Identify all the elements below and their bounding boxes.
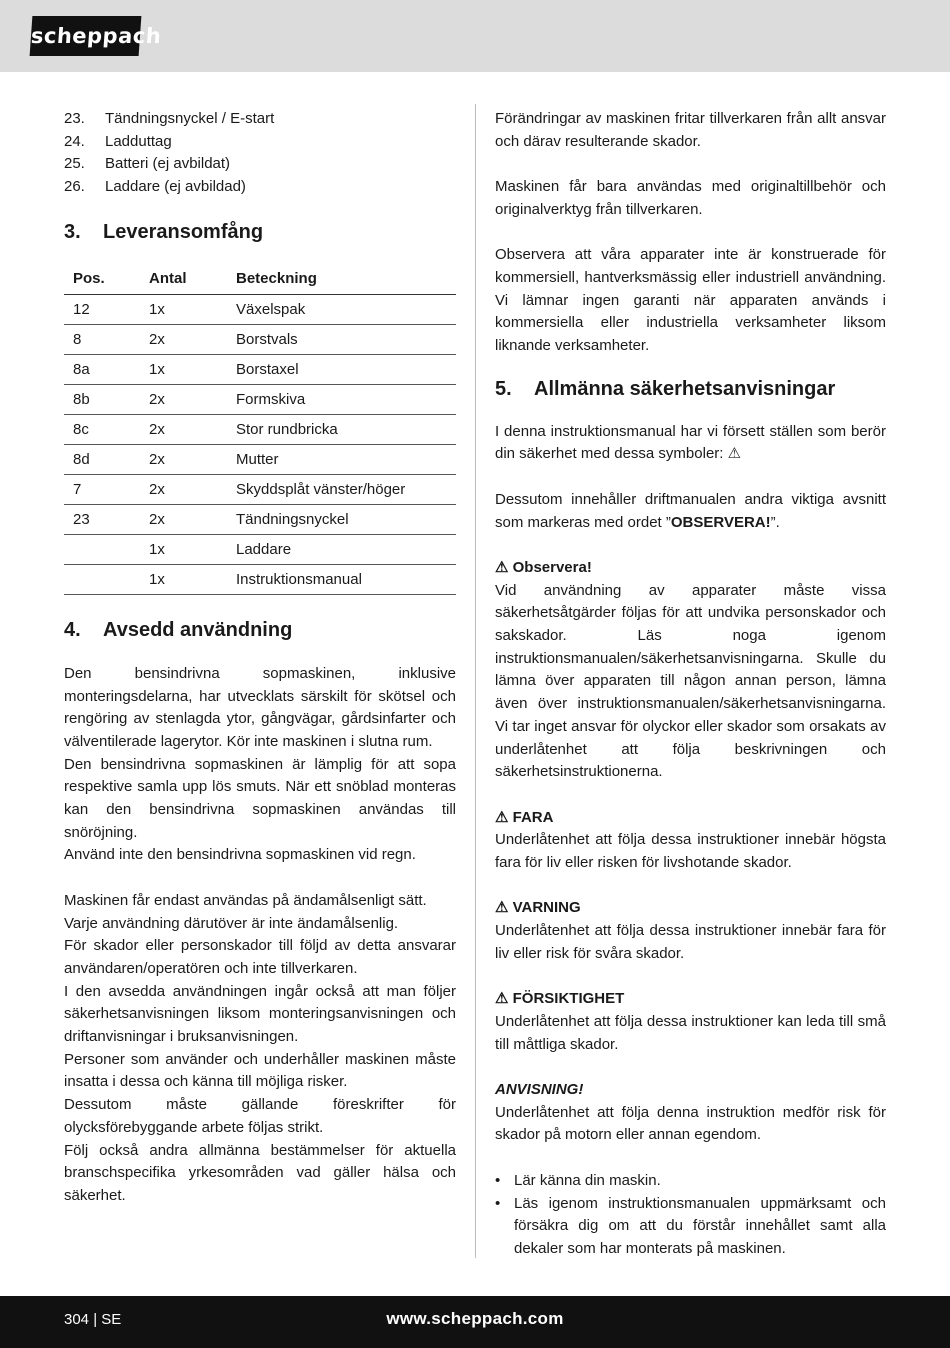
bullet-item: • Lär känna din maskin. (495, 1171, 661, 1189)
table-row: 7 2x Skyddsplåt vänster/höger (64, 474, 456, 504)
page-header (0, 0, 950, 72)
left-column (64, 108, 456, 1208)
table-row: 12 1x Växelspak (64, 294, 456, 324)
paragraph: I denna instruktionsmanual har vi försett ställen som berör din säkerhet med dessa symboler: ⚠ (495, 422, 886, 463)
paragraph: Personer som använder och underhåller maskinen måste insatta i dessa och känna till möjliga risker. (64, 1050, 456, 1091)
table-row: 1x Instruktionsmanual (64, 564, 456, 594)
table-row: 1x Laddare (64, 534, 456, 564)
table-row: 23 2x Tändningsnyckel (64, 504, 456, 534)
paragraph: Underlåtenhet att följa dessa instruktioner innebär fara för liv eller risk för svåra skador. (495, 922, 886, 962)
delivery-scope-table (64, 264, 456, 595)
varning-heading: ⚠ VARNING (495, 899, 581, 917)
section-heading-5: 5. Allmänna säkerhetsanvisningar (495, 377, 836, 400)
table-row: 8c 2x Stor rundbricka (64, 414, 456, 444)
component-list (64, 108, 456, 199)
scheppach-logo: scheppach (30, 16, 142, 56)
column-divider (475, 104, 476, 1258)
list-item: 25. Batteri (ej avbildat) (64, 155, 231, 173)
observera-heading: ⚠ Observera! (495, 558, 592, 576)
list-item: 23. Tändningsnyckel / E-start (64, 110, 275, 127)
section-heading-3: 3. Leveransomfång (64, 220, 264, 243)
table-row: 8 2x Borstvals (64, 324, 456, 354)
paragraph: Underlåtenhet att följa dessa instruktioner kan leda till små till måttliga skador. (495, 1012, 886, 1053)
table-header-row: Pos. Antal Beteckning (64, 264, 456, 295)
table-row: 8a 1x Borstaxel (64, 354, 456, 384)
table-row: 8d 2x Mutter (64, 444, 456, 474)
fara-heading: ⚠ FARA (495, 808, 554, 826)
paragraph: Observera att våra apparater inte är konstruerade för kommersiell, hantverksmässig eller industriell användning. Vi lämnar ingen garanti när apparaten används i kommersiella eller industriella verksamheter liksom liknande verksamheter. (495, 246, 886, 354)
paragraph: För skador eller personskador till följd av detta ansvarar användaren/operatören och inte tillverkaren. (64, 937, 456, 977)
paragraph: Använd inte den bensindrivna sopmaskinen vid regn. (64, 846, 416, 864)
forsiktighet-heading: ⚠ FÖRSIKTIGHET (495, 990, 625, 1008)
section-heading-4: 4. Avsedd användning (64, 618, 293, 641)
right-column (495, 108, 886, 1261)
website-url: www.scheppach.com (386, 1309, 564, 1328)
paragraph: Vid användning av apparater måste vissa säkerhetsåtgärder följas för att undvika personskador och sakskador. Läs noga igenom instruktionsmanualen/säkerhetsanvisningarna. Skulle du lämna över apparaten till någon annan person, lämna även över instruktionsmanualen/säkerhetsanvisningarna. Vi tar inget ansvar för olyckor eller skador som orsakats av underlåtenhet att följa beskrivningen och säkerhetsinstruktionerna. (495, 581, 886, 781)
anvisning-heading: ANVISNING! (495, 1081, 584, 1098)
paragraph: Maskinen får endast användas på ändamålsenligt sätt. (64, 891, 427, 909)
paragraph: Följ också andra allmänna bestämmelser för aktuella branschspecifika yrkesområden vad gäller hälsa och säkerhet. (64, 1141, 456, 1204)
paragraph: Förändringar av maskinen fritar tillverkaren från allt ansvar och därav resulterande skador. (495, 110, 886, 150)
list-item: 24. Ladduttag (64, 132, 172, 150)
paragraph: Dessutom innehåller driftmanualen andra viktiga avsnitt som markeras med ordet ”OBSERVERA!”. (495, 490, 886, 531)
paragraph: Den bensindrivna sopmaskinen är lämplig för att sopa respektive samla upp lös smuts. När ett snöblad monteras kan den bensindrivna sopmaskinen användas till snöröjning. (64, 755, 456, 841)
page-footer (0, 1296, 950, 1348)
list-item: 26. Laddare (ej avbildad) (64, 178, 246, 196)
paragraph: Dessutom måste gällande föreskrifter för olycksförebyggande arbete följas strikt. (64, 1096, 456, 1136)
page-number: 304 | SE (64, 1311, 122, 1328)
paragraph: Den bensindrivna sopmaskinen, inklusive monteringsdelarna, har utvecklats särskilt för skötsel och rengöring av stenlagda ytor, gångvägar, gårdsinfarter och välventilerade lagerytor. Kör inte maskinen i slutna rum. (64, 664, 456, 750)
bullet-item: • Läs igenom instruktionsmanualen uppmärksamt och försäkra dig om att du förstår innehållet samt alla dekaler som har monterats på maskinen. (495, 1194, 886, 1257)
paragraph: Underlåtenhet att följa dessa instruktioner innebär högsta fara för liv eller risken för livshotande skador. (495, 831, 886, 872)
paragraph: Varje användning därutöver är inte ändamålsenlig. (64, 914, 399, 932)
intended-use-text (64, 663, 456, 1208)
table-row: 8b 2x Formskiva (64, 384, 456, 414)
paragraph: Underlåtenhet att följa denna instruktion medför risk för skador på motorn eller annan egendom. (495, 1103, 886, 1144)
paragraph: I den avsedda användningen ingår också att man följer säkerhetsanvisningen liksom monteringsanvisningen och driftanvisningar i bruksanvisningen. (64, 982, 456, 1046)
paragraph: Maskinen får bara användas med originaltillbehör och originalverktyg från tillverkaren. (495, 178, 886, 218)
